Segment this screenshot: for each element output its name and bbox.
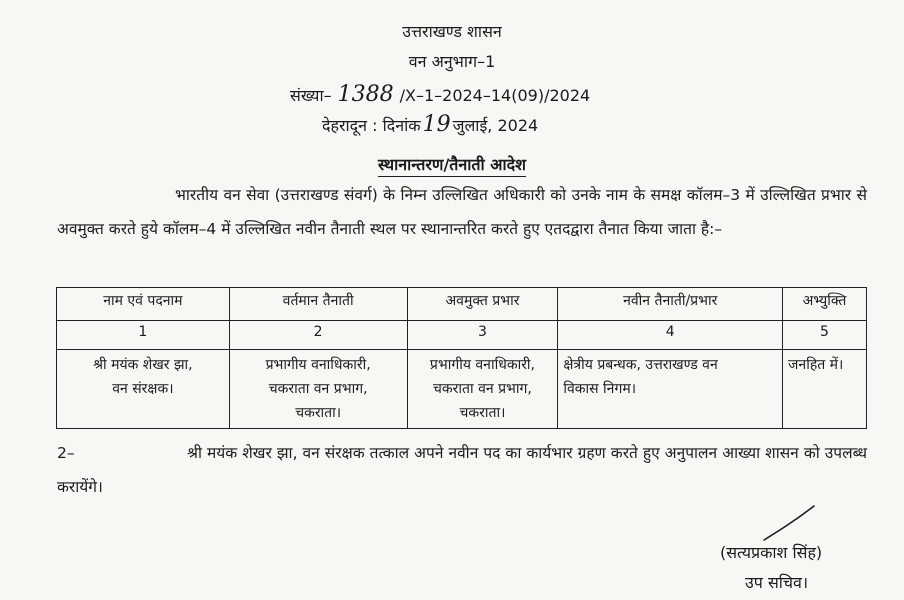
column-number: 3 xyxy=(407,321,558,350)
signatory-name: (सत्यप्रकाश सिंह) xyxy=(720,543,823,562)
header-relieved-charge: अवमुक्त प्रभार xyxy=(407,288,558,321)
cell-line: प्रभागीय वनाधिकारी, xyxy=(265,357,371,373)
cell-line: वन संरक्षक। xyxy=(112,381,174,397)
order-date-prefix: देहरादून : दिनांक xyxy=(322,116,421,135)
cell-line: विकास निगम। xyxy=(563,381,637,397)
order-title-text: स्थानान्तरण/तैनाती आदेश xyxy=(378,155,526,177)
department-heading: वन अनुभाग–1 xyxy=(408,52,496,71)
cell-line: चकराता वन प्रभाग, xyxy=(433,381,532,397)
order-date-day-handwritten: 19 xyxy=(422,112,451,137)
cell-line: चकराता। xyxy=(459,405,506,421)
order-date-suffix: जुलाई, 2024 xyxy=(452,116,539,135)
cell-current-posting xyxy=(229,350,407,429)
header-name: नाम एवं पदनाम xyxy=(57,288,230,321)
cell-line: प्रभागीय वनाधिकारी, xyxy=(429,357,535,373)
cell-relieved-charge xyxy=(407,350,558,429)
table-header-row xyxy=(57,288,867,321)
government-heading: उत्तराखण्ड शासन xyxy=(402,22,502,41)
column-number: 2 xyxy=(229,321,407,350)
body-paragraph-1: भारतीय वन सेवा (उत्तराखण्ड संवर्ग) के निम्न उल्लिखित अधिकारी को उनके नाम के समक्ष कॉलम–3 में उल्लिखित प्रभार से अवमुक्त करते हुये कॉलम–4 में उल्लिखित नवीन तैनाती स्थल पर स्थानान्तरित करते हुए एतदद्वारा तैनात किया जाता है:– xyxy=(57,186,867,238)
signatory-designation: उप सचिव। xyxy=(745,573,809,592)
header-remarks: अभ्युक्ति xyxy=(783,288,867,321)
order-number-handwritten: 1388 xyxy=(337,82,394,107)
table-number-row xyxy=(57,321,867,350)
cell-line: श्री मयंक शेखर झा, xyxy=(93,357,193,373)
header-new-posting: नवीन तैनाती/प्रभार xyxy=(558,288,783,321)
cell-new-posting xyxy=(558,350,783,429)
cell-line: चकराता। xyxy=(295,405,342,421)
order-number-rest: /X–1–2024–14(09)/2024 xyxy=(399,86,591,105)
cell-line: क्षेत्रीय प्रबन्धक, उत्तराखण्ड वन xyxy=(563,357,718,373)
body-paragraph-2: श्री मयंक शेखर झा, वन संरक्षक तत्काल अपने नवीन पद का कार्यभार ग्रहण करते हुए अनुपालन आख्या शासन को उपलब्ध करायेंगे। xyxy=(57,444,867,496)
table-row xyxy=(57,350,867,429)
transfer-table xyxy=(56,287,867,429)
order-date xyxy=(322,112,538,137)
cell-name xyxy=(57,350,230,429)
paragraph-2-number: 2– xyxy=(57,444,75,462)
column-number: 5 xyxy=(783,321,867,350)
order-number-label: संख्या– xyxy=(290,86,332,105)
cell-remarks: जनहित में। xyxy=(783,350,867,429)
column-number: 4 xyxy=(558,321,783,350)
cell-line: चकराता वन प्रभाग, xyxy=(268,381,368,397)
signature-mark xyxy=(760,502,820,544)
column-number: 1 xyxy=(57,321,230,350)
order-number xyxy=(290,82,590,107)
order-title xyxy=(0,153,904,175)
header-current-posting: वर्तमान तैनाती xyxy=(229,288,407,321)
